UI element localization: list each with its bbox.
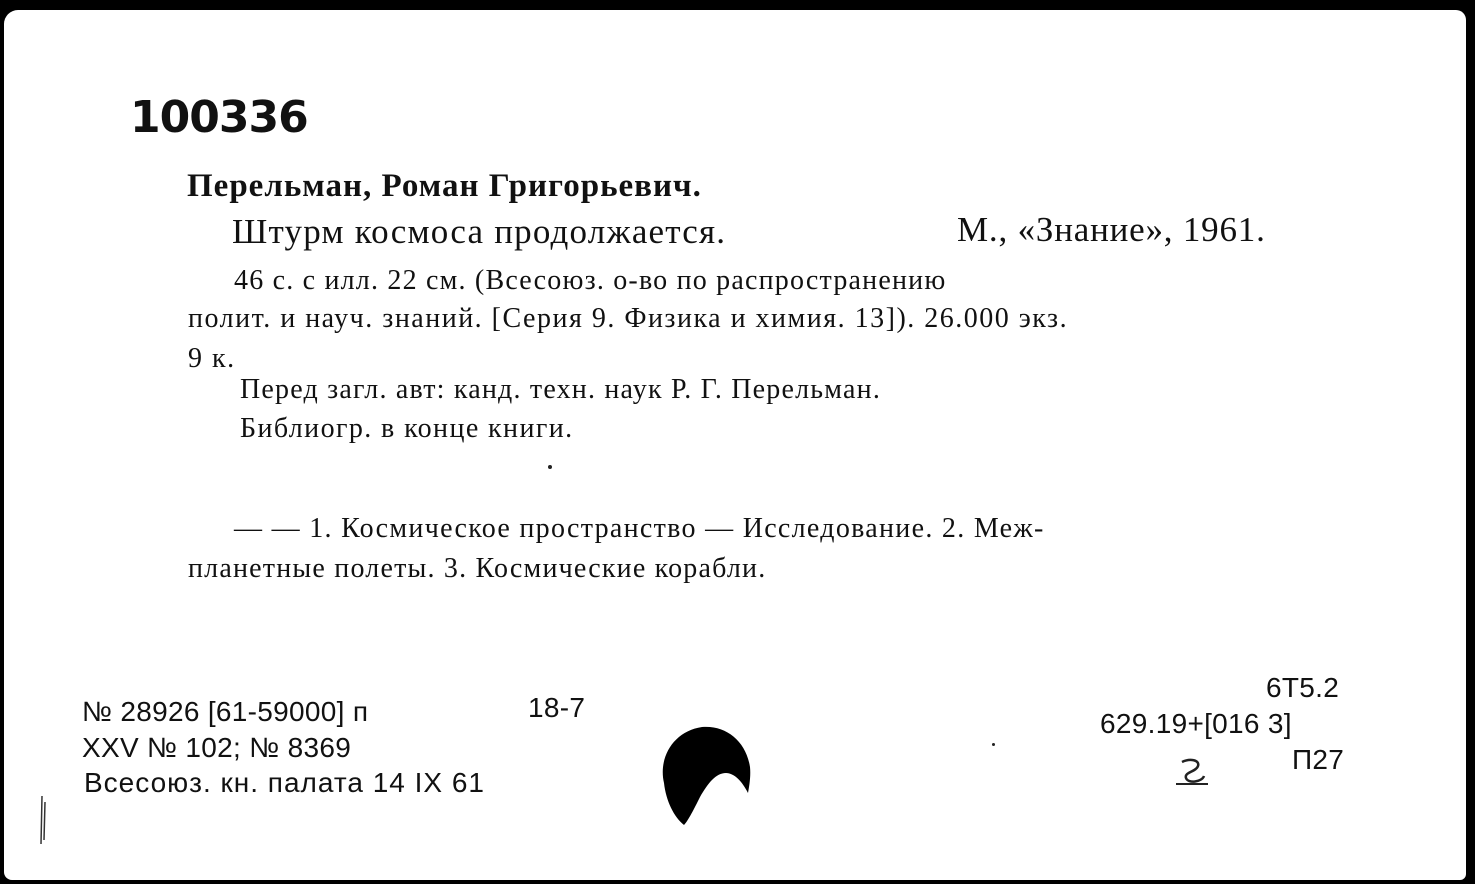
ink-dot bbox=[548, 465, 552, 469]
edge-mark bbox=[38, 794, 48, 846]
classification-code-3: П27 bbox=[1292, 744, 1345, 775]
note-author-credentials: Перед загл. авт: канд. техн. наук Р. Г. Перельман. bbox=[240, 374, 882, 405]
registry-line-3: Всесоюз. кн. палата 14 IX 61 bbox=[84, 767, 485, 798]
classification-code-2: 629.19+[016 3] bbox=[1100, 708, 1292, 739]
catalog-card bbox=[4, 10, 1466, 880]
inventory-number: 100336 bbox=[130, 92, 308, 143]
registry-line-1: № 28926 [61-59000] п bbox=[82, 696, 369, 727]
registry-line-2: XXV № 102; № 8369 bbox=[82, 732, 352, 763]
description-line-3: 9 к. bbox=[188, 343, 236, 374]
note-bibliography: Библиогр. в конце книги. bbox=[240, 413, 574, 444]
book-title: Штурм космоса продолжается. bbox=[232, 212, 727, 251]
description-line-2: полит. и науч. знаний. [Серия 9. Физика и химия. 13]). 26.000 экз. bbox=[188, 303, 1069, 334]
subjects-line-2: планетные полеты. 3. Космические корабли. bbox=[188, 553, 767, 584]
classification-code-1: 6Т5.2 bbox=[1266, 672, 1340, 703]
subjects-line-1: — — 1. Космическое пространство — Исследование. 2. Меж- bbox=[234, 513, 1045, 544]
author-heading: Перельман, Роман Григорьевич. bbox=[187, 168, 702, 204]
registry-code: 18-7 bbox=[528, 692, 586, 723]
ink-blot bbox=[656, 721, 752, 829]
description-line-1: 46 с. с илл. 22 см. (Всесоюз. о-во по распространению bbox=[234, 265, 947, 296]
ink-speck bbox=[992, 743, 995, 746]
publisher-imprint: М., «Знание», 1961. bbox=[957, 210, 1266, 249]
handwritten-mark-icon bbox=[1172, 756, 1212, 788]
